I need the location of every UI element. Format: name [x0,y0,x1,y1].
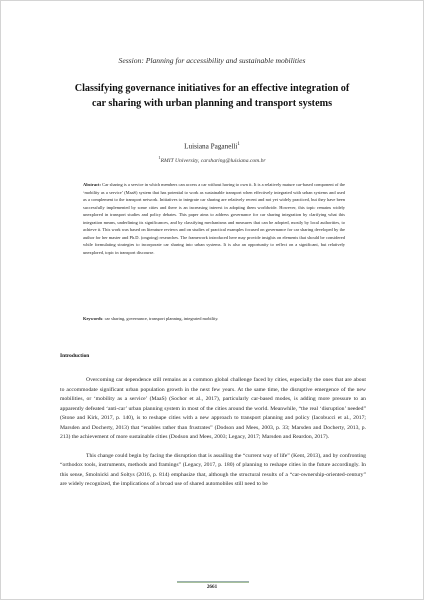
author-mark: 1 [237,142,240,147]
affiliation-line [1,155,423,164]
paper-title: Classifying governance initiatives for an effective integration of car sharing with urban planning and transport systems [74,83,350,109]
author-line [1,142,423,150]
section-heading: Introduction [60,353,90,359]
paragraph: This change could begin by facing the disruption that is assailing the “current way of life” (Kent, 2013), and by confronting “orthodox tools, instruments, methods and framings” (Legacy, 2017, p. 180) of planning to reshape cities in the future accordingly. In this sense, Smolnicki and Soltys (2016, p. 814) emphasize that, although the structural results of a “car-ownership-oriented-century” are widely recognized, the implications of a broad use of shared automobiles still need to be [60,452,366,487]
keywords-block [83,316,345,321]
body-text [60,376,366,490]
keywords-label: Keywords [83,316,103,321]
page-number: 2661 [206,584,218,590]
footer-stripe-bottom [177,582,249,583]
abstract-text: Car sharing is a service in which members can access a car without having to own it. It is a relatively mature car-based component of the ‘mobility as a service’ (MaaS) system that has potential to work as sustainable transport when effectively integrated with urban systems and used as a complement to the transport network. Initiatives to integrate car sharing are relatively recent and not yet widely practiced, but they have been successfully implemented by some cities and there is an increasing interest in adopting them worldwide. However, this topic remains widely unexplored in transport studies and policy debates. This paper aims to address governance for car sharing integration by clarifying what this integration means, underlining its significances, and by classifying mechanisms and measures that can be adopted, mostly by local authorities, to achieve it. This work was based on literature reviews and on studies of practical examples focused on governance for car sharing developed by the author for her master and Ph.D. (ongoing) researches. The framework introduced here may provide insights on elements that should be considered while formulating strategies to incorporate car sharing into urban systems. It is also an opportunity to reflect on a significant, but relatively unexplored, topic in transport discourse. [83,182,346,255]
affiliation-mark: 1 [158,155,161,160]
paragraph: Overcoming car dependence still remains as a common global challenge faced by cities, especially the ones that are about to accommodate significant urban population growth in the next few years. At the same time, the disruptive emergence of the new mobilities, or ‘mobility as a service’ (MaaS) (Sochor et al., 2017), particularly car-based modes, is adding more pressure to an apparently defeated ‘anti-car’ urban planning system in most of the cities around the world. Meanwhile, “the real ‘disruption’ needed” (Stone and Kirk, 2017, p. 140), is to reshape cities with a new approach to transport planning and policy (Iacobucci et al., 2017; Marsden and Docherty, 2013) that “enables rather than frustrates” (Dodson and Mees, 2003, p. 33; Marsden and Docherty, 2013, p. 213) the achievement of more sustainable cities (Dodson and Mees, 2003; Legacy, 2017; Marsden and Reardon, 2017). [60,377,366,440]
affiliation-text: RMIT University, carsharing@luisiana.com.br [160,157,266,164]
author-name: Luisiana Paganelli [184,142,238,151]
keywords-text: : car sharing, governance, transport planning, integrated mobility. [102,316,219,321]
footer-stripe-top [177,581,249,582]
abstract-label: Abstract: [83,182,101,187]
footer-decoration [177,581,249,583]
session-header: Session: Planning for accessibility and sustainable mobilities [118,56,306,65]
footer-stripe-mid [177,582,249,583]
abstract-block [83,181,345,256]
